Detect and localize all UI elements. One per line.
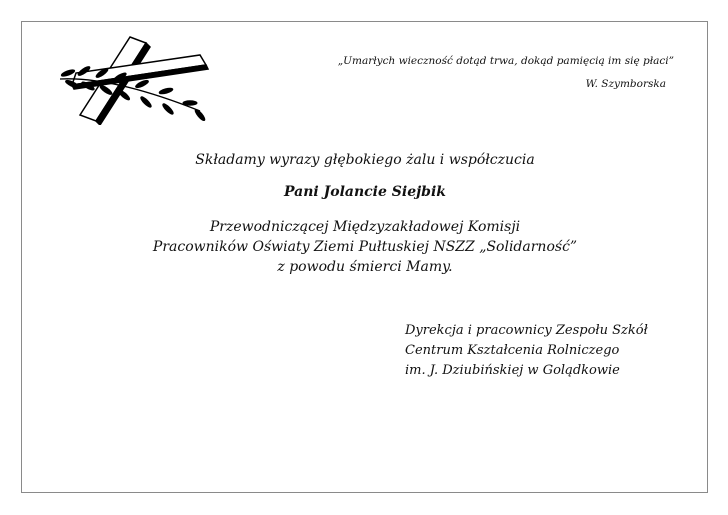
signature-line: im. J. Dziubińskiej w Golądkowie [405,363,620,378]
signature-line: Centrum Kształcenia Rolniczego [405,343,620,358]
condolence-intro: Składamy wyrazy głębokiego żalu i współczucia [195,152,535,168]
role-line: z powodu śmierci Mamy. [277,259,453,275]
cross-with-olive-branch-icon [50,33,210,125]
signature-line: Dyrekcja i pracownicy Zespołu Szkół [405,323,648,338]
recipient-name: Pani Jolancie Siejbik [284,184,446,200]
epigraph-author: W. Szymborska [585,78,666,90]
role-line: Przewodniczącej Międzyzakładowej Komisji [209,219,521,235]
epigraph-quote: „Umarłych wieczność dotąd trwa, dokąd pamięcią im się płaci” [337,55,674,67]
recipient-role [100,217,630,277]
signature-block [405,321,648,381]
role-line: Pracowników Oświaty Ziemi Pułtuskiej NSZZ „Solidarność” [152,239,578,255]
